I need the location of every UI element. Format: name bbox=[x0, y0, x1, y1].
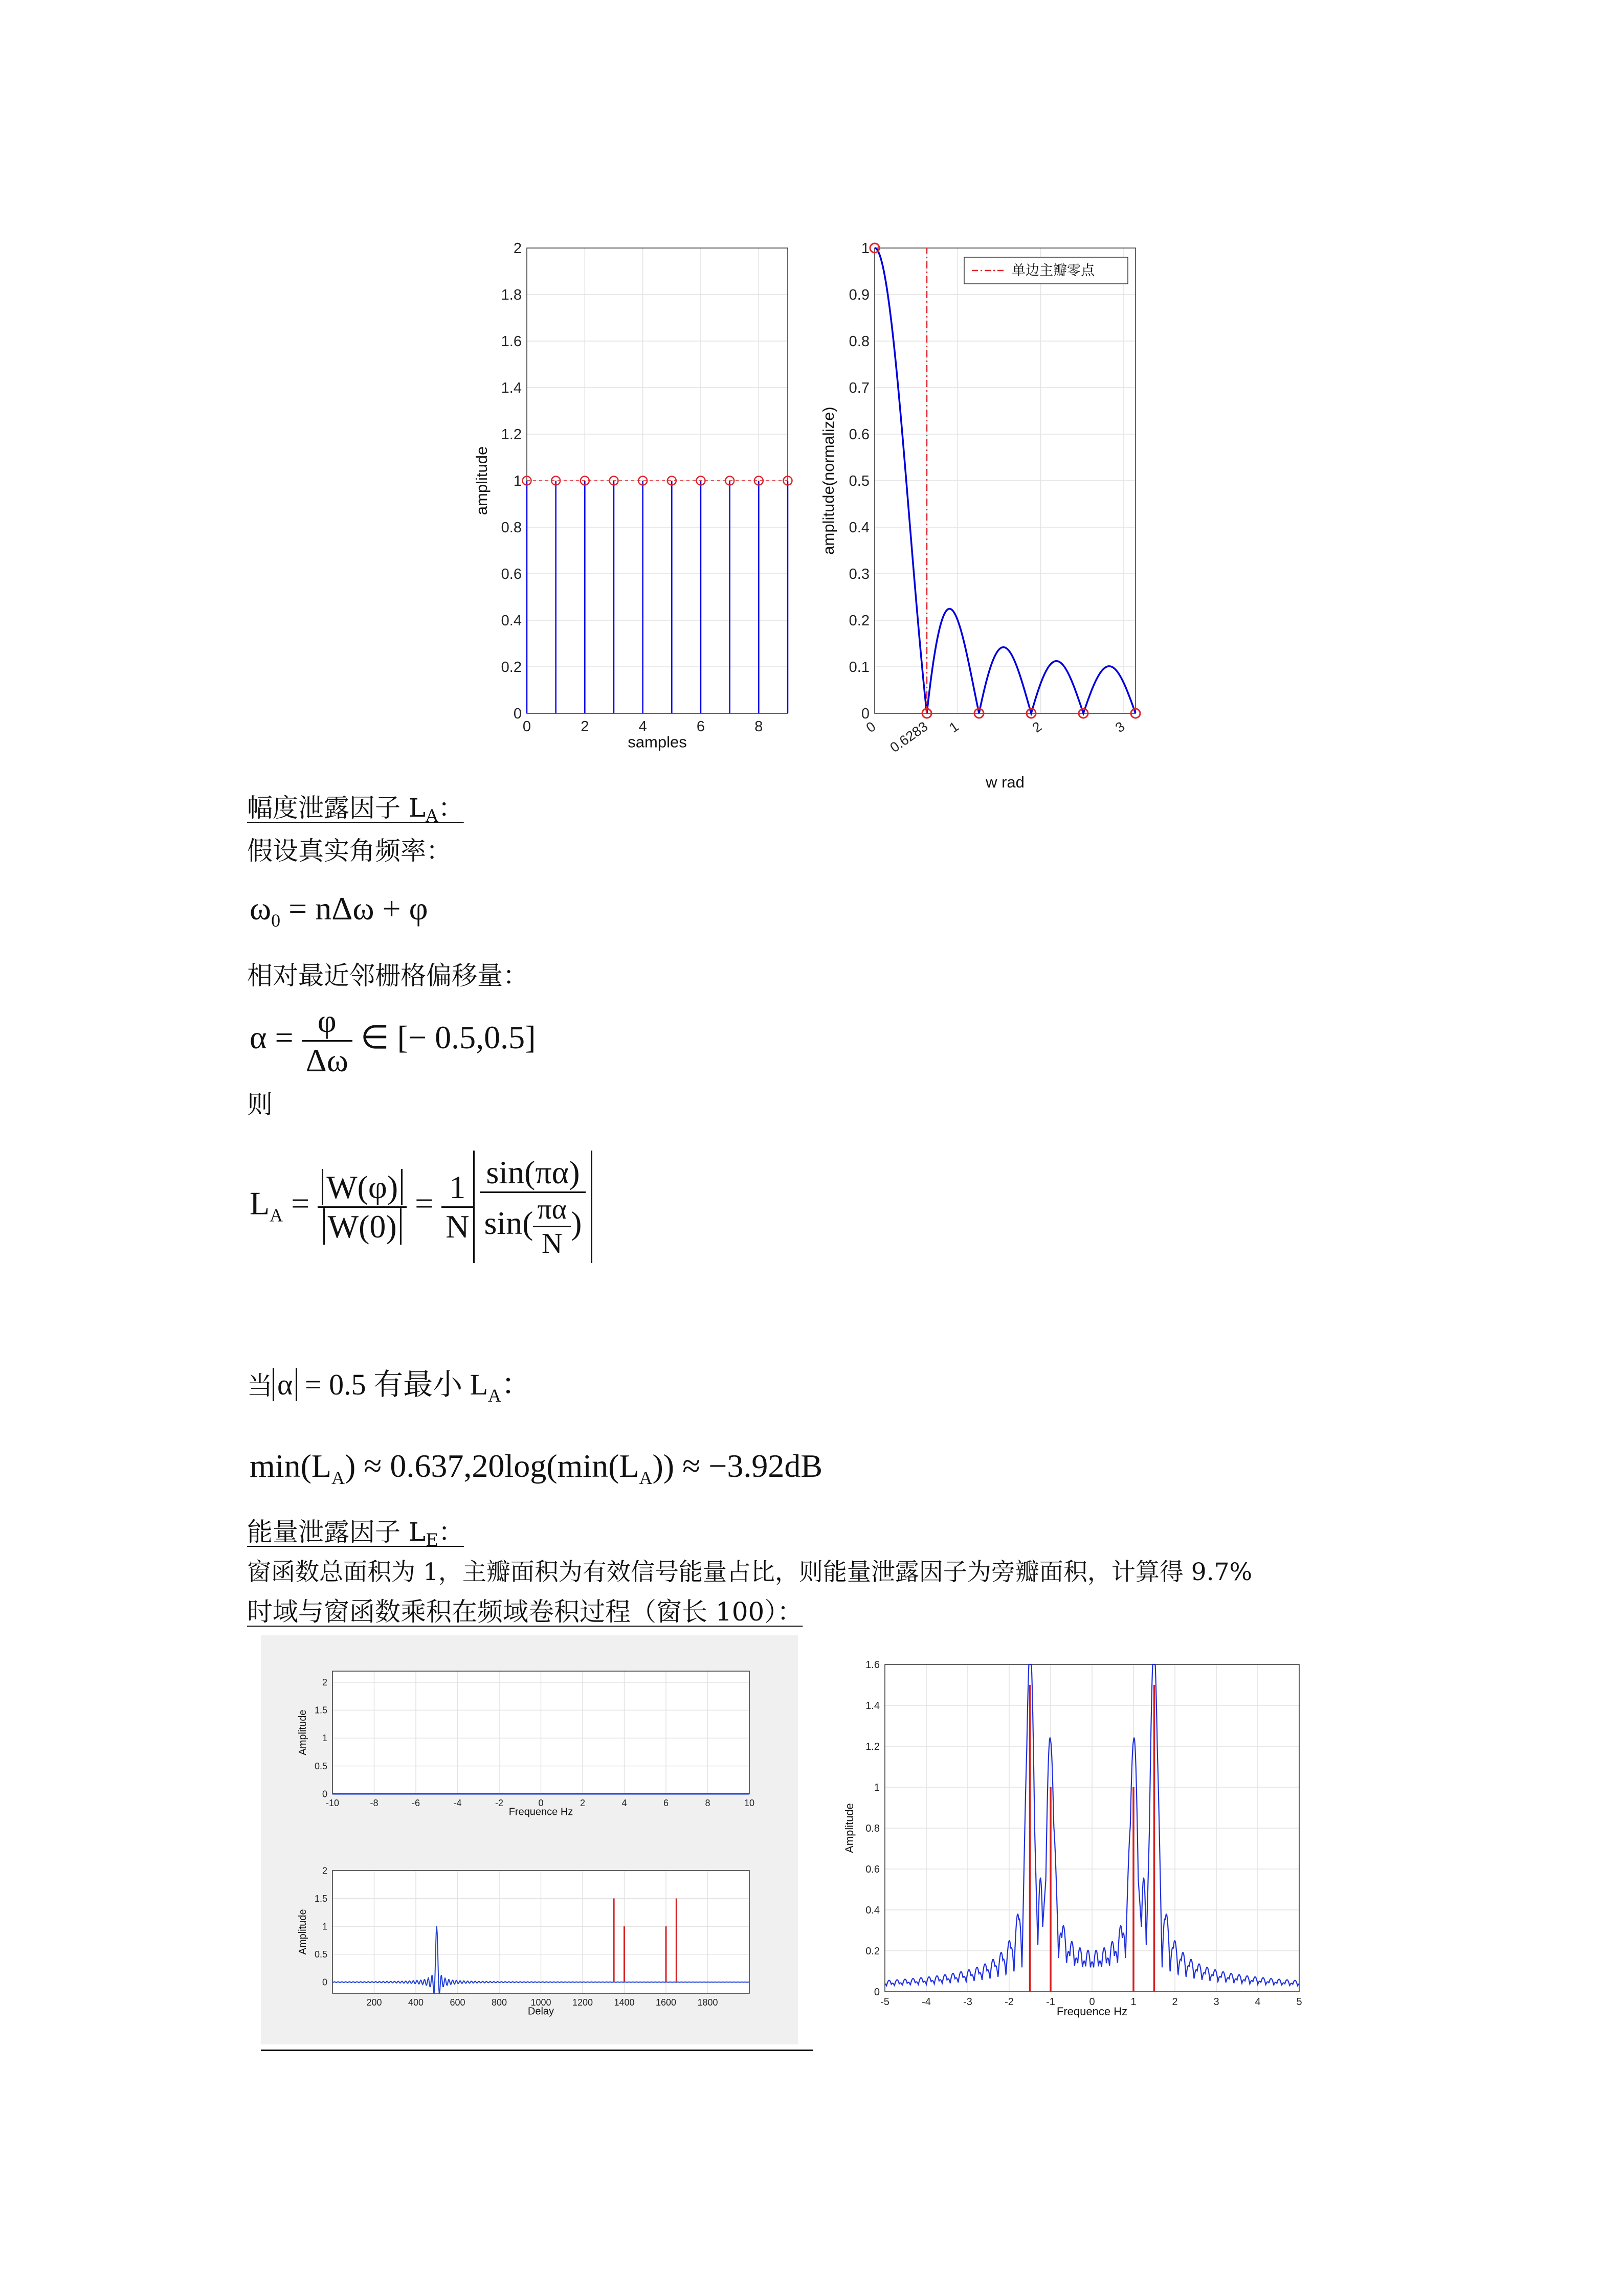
y-tick-label: 2 bbox=[322, 1865, 327, 1876]
x-tick-label: 0 bbox=[1089, 1996, 1095, 2008]
y-tick-label: 0.1 bbox=[849, 659, 870, 676]
conv-heading: 时域与窗函数乘积在频域卷积过程（窗长 100）： bbox=[247, 1597, 803, 1627]
y-tick-label: 0.4 bbox=[865, 1905, 880, 1916]
y-tick-label: 0 bbox=[322, 1977, 327, 1988]
y-tick-label: 0.4 bbox=[849, 520, 870, 536]
x-tick-label: -4 bbox=[453, 1798, 462, 1808]
y-axis-label: amplitude(normalize) bbox=[819, 407, 837, 555]
y-tick-label: 0 bbox=[861, 706, 870, 722]
y-axis-label: Amplitude bbox=[297, 1909, 308, 1955]
y-tick-label: 1 bbox=[322, 1733, 327, 1744]
x-tick-label: -4 bbox=[922, 1996, 931, 2008]
y-tick-label: 1.5 bbox=[314, 1705, 327, 1716]
x-tick-label: 2 bbox=[581, 718, 589, 735]
y-tick-label: 1.2 bbox=[865, 1741, 880, 1752]
y-tick-label: 1.6 bbox=[865, 1659, 880, 1671]
y-tick-label: 0.5 bbox=[849, 473, 870, 489]
x-tick-label: 0 bbox=[863, 718, 879, 736]
le-heading: 能量泄露因子 $L_E$： bbox=[247, 1517, 464, 1550]
x-tick-label: 800 bbox=[491, 1997, 507, 2008]
x-axis-label: Frequence Hz bbox=[1056, 2005, 1128, 2018]
y-tick-label: 1 bbox=[513, 473, 522, 490]
y-tick-label: 0.6 bbox=[849, 426, 870, 443]
x-tick-label: 400 bbox=[408, 1997, 424, 2008]
x-tick-label: 3 bbox=[1213, 1996, 1219, 2008]
equation-la: $L_A$ = $\frac{W(\varphi)}{W(0)}$ = $\frac{1}{N}$ sin(πα) sin( $\frac{\pi\alpha}{N}$ ) bbox=[250, 1151, 592, 1263]
min-condition: 当 α = 0.5 有最小 $L_A$： bbox=[247, 1368, 531, 1406]
y-tick-label: 0.8 bbox=[865, 1823, 880, 1834]
y-tick-label: 0.5 bbox=[314, 1949, 327, 1960]
x-tick-label: 0 bbox=[522, 718, 531, 735]
y-tick-label: 0.7 bbox=[849, 380, 870, 396]
y-tick-label: 0.2 bbox=[865, 1946, 880, 1957]
x-tick-label: 200 bbox=[366, 1997, 382, 2008]
x-tick-label: 4 bbox=[1255, 1996, 1261, 2008]
le-body: 窗函数总面积为 1，主瓣面积为有效信号能量占比，则能量泄露因子为旁瓣面积，计算得 9.7% bbox=[247, 1558, 1253, 1586]
spectrum-top-plot bbox=[297, 1671, 754, 1817]
y-tick-label: 1 bbox=[322, 1921, 327, 1932]
x-tick-label: 1 bbox=[946, 718, 962, 736]
y-tick-label: 0.6 bbox=[865, 1864, 880, 1875]
x-tick-label: -3 bbox=[963, 1996, 972, 2008]
figure2 bbox=[261, 1635, 798, 2044]
y-tick-label: 1.8 bbox=[501, 287, 522, 304]
x-tick-label: 0 bbox=[538, 1798, 544, 1808]
equation-omega: $\omega_0 = n\Delta\omega + \varphi$ bbox=[250, 890, 428, 931]
y-axis-label: Amplitude bbox=[297, 1709, 308, 1755]
x-tick-label: 4 bbox=[621, 1798, 627, 1808]
x-tick-label: 8 bbox=[705, 1798, 710, 1808]
y-axis-label: amplitude bbox=[473, 446, 491, 515]
equation-alpha: α = $\frac{\varphi}{\Delta\omega}$ ∈ [− 0.5,0.5] bbox=[250, 1003, 536, 1078]
y-tick-label: 1.4 bbox=[865, 1700, 880, 1712]
x-tick-label: 1 bbox=[1130, 1996, 1137, 2008]
dtft-plot bbox=[819, 240, 1140, 791]
x-tick-label: 5 bbox=[1296, 1996, 1302, 2008]
x-axis-label: Delay bbox=[527, 2006, 554, 2017]
x-tick-label: -1 bbox=[1046, 1996, 1055, 2008]
y-tick-label: 0 bbox=[322, 1789, 327, 1799]
y-tick-label: 2 bbox=[322, 1677, 327, 1688]
x-tick-label: 2 bbox=[580, 1798, 586, 1808]
assume-text: 假设真实角频率： bbox=[247, 836, 452, 866]
y-tick-label: 0 bbox=[874, 1987, 880, 1998]
y-tick-label: 0.2 bbox=[849, 613, 870, 629]
y-tick-label: 0.4 bbox=[501, 613, 522, 629]
x-tick-label: -6 bbox=[411, 1798, 420, 1808]
windowed-spectrum-plot bbox=[843, 1659, 1302, 2018]
x-tick-label: -2 bbox=[1005, 1996, 1014, 2008]
y-tick-label: 1 bbox=[861, 240, 870, 257]
x-tick-label: 1000 bbox=[530, 1997, 551, 2008]
offset-text: 相对最近邻栅格偏移量： bbox=[247, 961, 528, 991]
legend-label: 单边主瓣零点 bbox=[1012, 263, 1095, 279]
x-tick-label: 1800 bbox=[697, 1997, 718, 2008]
x-tick-label: 2 bbox=[1029, 718, 1045, 736]
x-tick-label: 600 bbox=[450, 1997, 465, 2008]
equation-min: $\min(L_A) \approx 0.637,20\log(\min(L_A)) \approx -3.92dB$ bbox=[250, 1448, 822, 1488]
delay-plot bbox=[297, 1865, 749, 2017]
x-tick-label: 2 bbox=[1172, 1996, 1178, 2008]
y-tick-label: 1.5 bbox=[314, 1893, 327, 1904]
y-tick-label: 0.5 bbox=[314, 1761, 327, 1771]
divider-line bbox=[261, 2050, 813, 2051]
stem-plot bbox=[473, 240, 792, 751]
y-tick-label: 0.8 bbox=[501, 520, 522, 536]
y-tick-label: 1 bbox=[874, 1782, 880, 1793]
x-tick-label: 6 bbox=[696, 718, 705, 735]
y-tick-label: 1.6 bbox=[501, 333, 522, 350]
y-tick-label: 0.8 bbox=[849, 333, 870, 350]
x-tick-label: -10 bbox=[325, 1798, 340, 1808]
x-tick-label: 4 bbox=[638, 718, 647, 735]
y-tick-label: 0.9 bbox=[849, 287, 870, 303]
figure1 bbox=[460, 225, 1166, 798]
x-tick-label: 1600 bbox=[655, 1997, 677, 2008]
x-tick-label: 1400 bbox=[614, 1997, 635, 2008]
x-axis-label: samples bbox=[628, 733, 687, 751]
x-tick-label: 1200 bbox=[572, 1997, 593, 2008]
y-tick-label: 0 bbox=[513, 706, 522, 723]
x-tick-label: -2 bbox=[495, 1798, 504, 1808]
y-tick-label: 0.2 bbox=[501, 659, 522, 676]
figure3 bbox=[839, 1654, 1320, 2043]
x-tick-label: 8 bbox=[754, 718, 763, 735]
x-tick-label: 0.6283 bbox=[887, 718, 931, 756]
x-tick-label: -8 bbox=[370, 1798, 379, 1808]
y-tick-label: 1.4 bbox=[501, 380, 522, 397]
then-text: 则 bbox=[247, 1090, 273, 1119]
x-tick-label: 3 bbox=[1112, 718, 1128, 736]
la-heading: 幅度泄露因子 $L_A$： bbox=[247, 793, 464, 826]
x-tick-label: 10 bbox=[744, 1798, 755, 1808]
y-axis-label: Amplitude bbox=[843, 1803, 856, 1853]
x-tick-label: -5 bbox=[880, 1996, 889, 2008]
x-axis-label: Frequence Hz bbox=[508, 1806, 573, 1818]
x-axis-label: w rad bbox=[986, 773, 1025, 791]
y-tick-label: 1.2 bbox=[501, 426, 522, 443]
y-tick-label: 0.3 bbox=[849, 566, 870, 582]
y-tick-label: 0.6 bbox=[501, 566, 522, 583]
y-tick-label: 2 bbox=[513, 240, 522, 257]
x-tick-label: 6 bbox=[663, 1798, 669, 1808]
